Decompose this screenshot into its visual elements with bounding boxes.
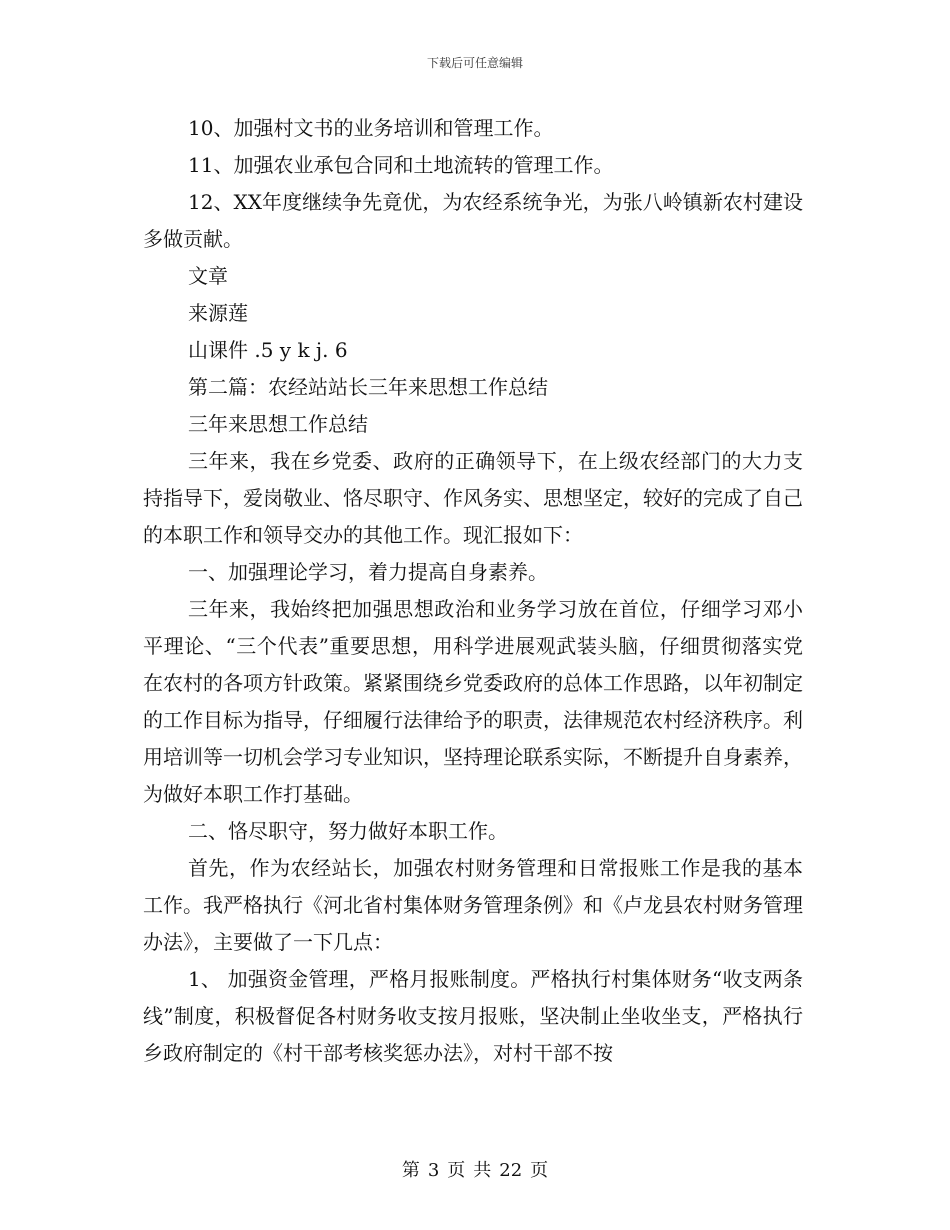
- paragraph-heading: 二、恪尽职守，努力做好本职工作。: [188, 819, 508, 843]
- paragraph: 12、XX年度继续争先竟优，为农经系统争光，为张八岭镇新农村建设多做贡献。: [143, 190, 803, 251]
- article-title: 三年来思想工作总结: [188, 412, 368, 436]
- paragraph: 1、 加强资金管理，严格月报账制度。严格执行村集体财务“收支两条线”制度，积极督促各村财务收支按月报账，坚决制止坐收坐支，严格执行乡政府制定的《村干部考核奖惩办法》，对村干部不按: [143, 967, 803, 1065]
- paragraph: 三年来，我在乡党委、政府的正确领导下，在上级农经部门的大力支持指导下，爱岗敬业、恪尽职守、作风务实、思想坚定，较好的完成了自己的本职工作和领导交办的其他工作。现汇报如下：: [143, 449, 803, 547]
- total-label: 共: [473, 1160, 492, 1181]
- paragraph: 11、加强农业承包合同和土地流转的管理工作。: [188, 153, 614, 177]
- paragraph-heading: 一、加强理论学习，着力提高自身素养。: [188, 560, 548, 584]
- total-unit: 页: [530, 1160, 549, 1181]
- paragraph: 来源莲: [188, 301, 248, 325]
- page-unit: 页: [447, 1160, 466, 1181]
- paragraph: 10、加强村文书的业务培训和管理工作。: [188, 116, 554, 140]
- paragraph: 文章: [188, 264, 228, 288]
- page-number: 3: [427, 1160, 440, 1181]
- page-footer: [0, 1156, 950, 1182]
- page-label: 第: [401, 1160, 420, 1181]
- paragraph: 三年来，我始终把加强思想政治和业务学习放在首位，仔细学习邓小平理论、“三个代表”重要思想，用科学进展观武装头脑，仔细贯彻落实党在农村的各项方针政策。紧紧围绕乡党委政府的总体工作思路，以年初制定的工作目标为指导，仔细履行法律给予的职责，法律规范农村经济秩序。利用培训等一切机会学习专业知识，坚持理论联系实际，不断提升自身素养，为做好本职工作打基础。: [143, 597, 803, 806]
- paragraph: 山课件 .5 y k j. 6: [188, 338, 348, 362]
- page-header: 下载后可任意编辑: [426, 56, 523, 70]
- total-pages: 22: [499, 1160, 523, 1181]
- paragraph: 首先，作为农经站长，加强农村财务管理和日常报账工作是我的基本工作。我严格执行《河北省村集体财务管理条例》和《卢龙县农村财务管理办法》，主要做了一下几点：: [143, 856, 803, 954]
- document-body: [143, 110, 803, 1072]
- section-title: 第二篇：农经站站长三年来思想工作总结: [188, 375, 548, 399]
